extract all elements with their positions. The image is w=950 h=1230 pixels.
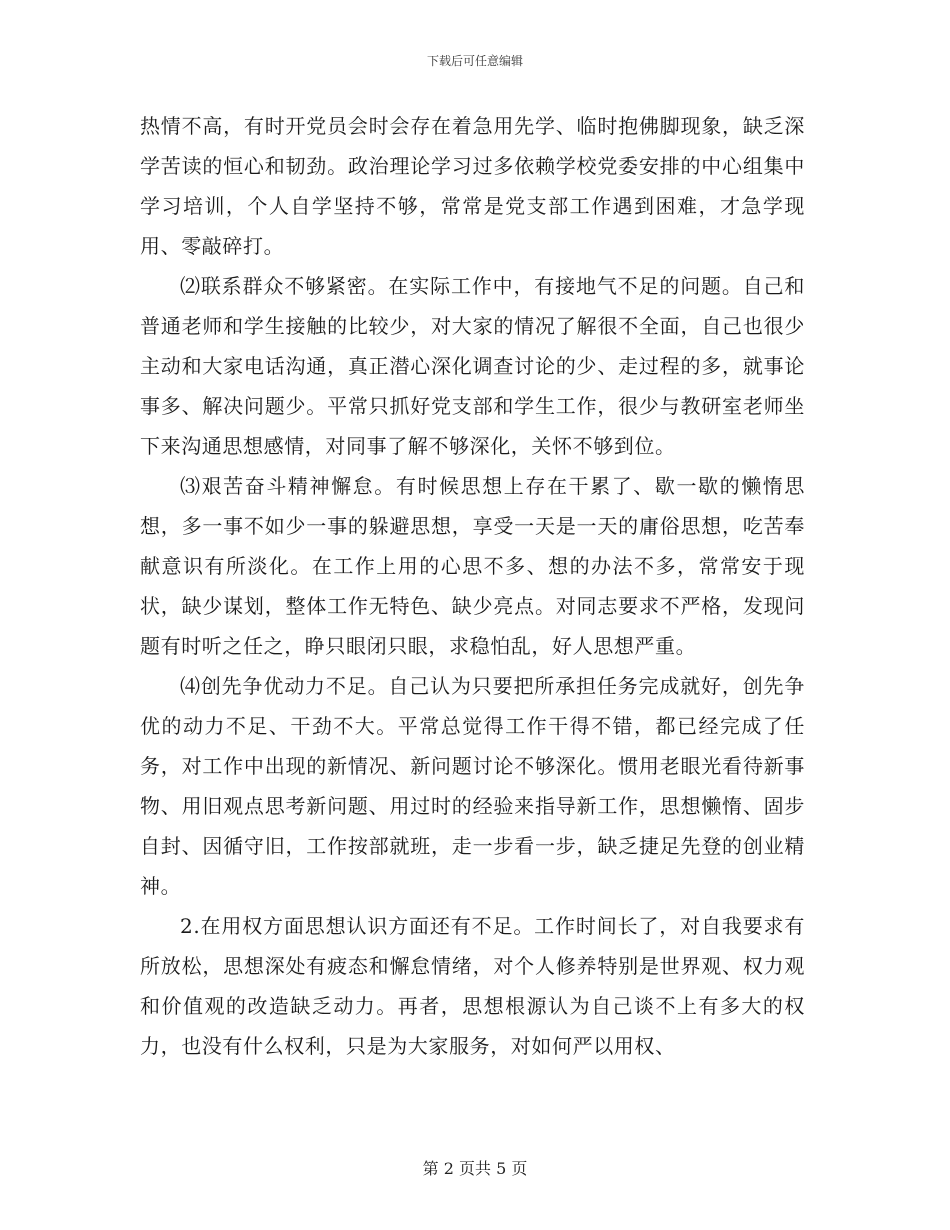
body-content: [140, 106, 805, 1066]
page-footer: 第 2 页共 5 页: [422, 1159, 528, 1178]
paragraph-continuation: 热情不高，有时开党员会时会存在着急用先学、临时抱佛脚现象，缺乏深学苦读的恒心和韧劲。政治理论学习过多依赖学校党委安排的中心组集中学习培训，个人自学坚持不够，常常是党支部工作遇到困难，才急学现用、零敲碎打。: [140, 114, 805, 258]
paragraph-section-2: 2.在用权方面思想认识方面还有不足。工作时间长了，对自我要求有所放松，思想深处有疲态和懈怠情绪，对个人修养特别是世界观、权力观和价值观的改造缺乏动力。再者，思想根源认为自己谈不上有多大的权力，也没有什么权利，只是为大家服务，对如何严以用权、: [140, 914, 805, 1058]
page-header: 下载后可任意编辑: [426, 54, 523, 68]
paragraph-item-4: ⑷创先争优动力不足。自己认为只要把所承担任务完成就好，创先争优的动力不足、干劲不大。平常总觉得工作干得不错，都已经完成了任务，对工作中出现的新情况、新问题讨论不够深化。惯用老眼光看待新事物、用旧观点思考新问题、用过时的经验来指导新工作，思想懒惰、固步自封、因循守旧，工作按部就班，走一步看一步，缺乏捷足先登的创业精神。: [140, 674, 805, 898]
paragraph-item-3: ⑶艰苦奋斗精神懈怠。有时候思想上存在干累了、歇一歇的懒惰思想，多一事不如少一事的躲避思想，享受一天是一天的庸俗思想，吃苦奉献意识有所淡化。在工作上用的心思不多、想的办法不多，常常安于现状，缺少谋划，整体工作无特色、缺少亮点。对同志要求不严格，发现问题有时听之任之，睁只眼闭只眼，求稳怕乱，好人思想严重。: [140, 474, 805, 658]
paragraph-item-2: ⑵联系群众不够紧密。在实际工作中，有接地气不足的问题。自己和普通老师和学生接触的比较少，对大家的情况了解很不全面，自己也很少主动和大家电话沟通，真正潜心深化调查讨论的少、走过程的多，就事论事多、解决问题少。平常只抓好党支部和学生工作，很少与教研室老师坐下来沟通思想感情，对同事了解不够深化，关怀不够到位。: [140, 274, 805, 458]
